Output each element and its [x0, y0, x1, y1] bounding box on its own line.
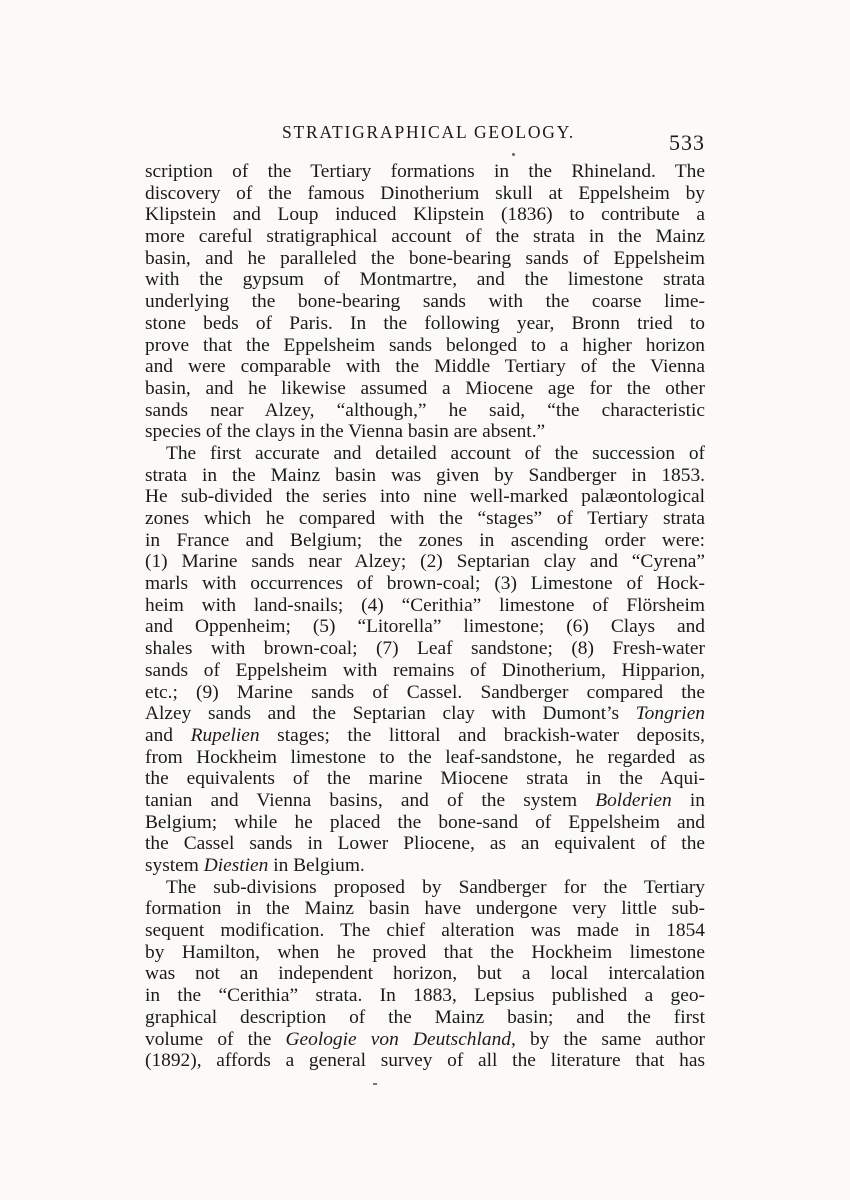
line-text: etc.; (9) Marine sands of Cassel. Sandberger compared the: [145, 681, 705, 703]
text-line: [145, 812, 705, 834]
line-text: stages; the littoral and brackish-water deposits,: [259, 724, 705, 746]
line-text: strata in the Mainz basin was given by Sandberger in 1853.: [145, 464, 705, 486]
text-line: [145, 356, 705, 378]
line-text: The first accurate and detailed account of the succession of: [166, 442, 705, 464]
text-line: [145, 421, 705, 443]
line-text: the equivalents of the marine Miocene strata in the Aqui-: [145, 768, 705, 790]
text-line: [145, 790, 705, 812]
footer-mark: [373, 1083, 377, 1085]
line-text: in France and Belgium; the zones in ascending order were:: [145, 529, 705, 551]
line-text: sands near Alzey, “although,” he said, “the characteristic: [145, 399, 705, 421]
line-text: shales with brown-coal; (7) Leaf sandstone; (8) Fresh-water: [145, 638, 705, 660]
page-number: 533: [669, 130, 705, 155]
italic-term: Diestien: [203, 855, 269, 876]
line-text: , by the same author: [510, 1028, 705, 1050]
line-text: and: [145, 724, 191, 746]
text-line: [145, 942, 705, 964]
line-text: species of the clays in the Vienna basin are absent.”: [145, 421, 546, 443]
header-dot: [512, 153, 515, 156]
line-text: Belgium; while he placed the bone-sand of Eppelsheim and: [145, 811, 705, 833]
italic-term: Geologie von Deutschland: [285, 1028, 511, 1050]
line-text: basin, and he likewise assumed a Miocene age for the other: [145, 377, 705, 399]
line-text: prove that the Eppelsheim sands belonged to a higher horizon: [145, 334, 705, 356]
text-line: [145, 747, 705, 769]
line-text: tanian and Vienna basins, and of the system: [145, 789, 596, 811]
line-text: The sub-divisions proposed by Sandberger for the Tertiary: [166, 876, 705, 898]
text-line: [145, 616, 705, 638]
text-line: [145, 335, 705, 357]
line-text: system: [145, 855, 204, 876]
text-line: [145, 985, 705, 1007]
text-line: [145, 204, 705, 226]
text-line: [145, 530, 705, 552]
line-text: with the gypsum of Montmartre, and the limestone strata: [145, 269, 705, 291]
line-text: (1892), affords a general survey of all the literature that has: [145, 1050, 705, 1072]
line-text: underlying the bone-bearing sands with the coarse lime-: [145, 291, 705, 313]
text-line: [145, 465, 705, 487]
line-text: graphical description of the Mainz basin; and the first: [145, 1006, 705, 1028]
text-line: [145, 768, 705, 790]
text-line: [145, 573, 705, 595]
line-text: (1) Marine sands near Alzey; (2) Septarian clay and “Cyrena”: [145, 551, 705, 573]
italic-term: Tongrien: [635, 703, 705, 725]
line-text: formation in the Mainz basin have undergone very little sub-: [145, 898, 705, 920]
text-line: [145, 161, 705, 183]
line-text: the Cassel sands in Lower Pliocene, as an equivalent of the: [145, 833, 705, 855]
text-line: [145, 248, 705, 270]
line-text: Alzey sands and the Septarian clay with Dumont’s: [145, 703, 636, 725]
text-line: [145, 313, 705, 335]
text-line: [145, 508, 705, 530]
text-line: [145, 378, 705, 400]
line-text: basin, and he paralleled the bone-bearing sands of Eppelsheim: [145, 247, 705, 269]
line-text: sands of Eppelsheim with remains of Dinotherium, Hipparion,: [145, 659, 705, 681]
line-text: and were comparable with the Middle Tertiary of the Vienna: [145, 356, 705, 378]
text-line: [145, 833, 705, 855]
text-line: [145, 877, 705, 899]
line-text: marls with occurrences of brown-coal; (3) Limestone of Hock-: [145, 573, 705, 595]
line-text: and Oppenheim; (5) “Litorella” limestone; (6) Clays and: [145, 616, 705, 638]
text-line: [145, 1007, 705, 1029]
text-line: [145, 400, 705, 422]
text-line: [145, 638, 705, 660]
text-line: [145, 595, 705, 617]
text-line: [145, 898, 705, 920]
line-text: was not an independent horizon, but a local intercalation: [145, 963, 705, 985]
line-text: discovery of the famous Dinotherium skull at Eppelsheim by: [145, 182, 705, 204]
italic-term: Bolderien: [595, 789, 672, 811]
text-line: [145, 486, 705, 508]
line-text: by Hamilton, when he proved that the Hockheim limestone: [145, 941, 705, 963]
body-text: [145, 161, 705, 1072]
line-text: scription of the Tertiary formations in the Rhineland. The: [145, 161, 705, 182]
line-text: stone beds of Paris. In the following year, Bronn tried to: [145, 312, 705, 334]
text-line: [145, 963, 705, 985]
line-text: He sub-divided the series into nine well-marked palæontological: [145, 486, 705, 508]
text-line: [145, 551, 705, 573]
page-header: [145, 118, 705, 158]
text-line: [145, 1029, 705, 1051]
line-text: volume of the: [145, 1028, 286, 1050]
line-text: in Belgium.: [268, 855, 365, 876]
line-text: Klipstein and Loup induced Klipstein (1836) to contribute a: [145, 204, 705, 226]
text-line: [145, 920, 705, 942]
text-line: [145, 226, 705, 248]
line-text: zones which he compared with the “stages” of Tertiary strata: [145, 508, 705, 529]
text-line: [145, 682, 705, 704]
text-line: [145, 660, 705, 682]
text-line: [145, 1050, 705, 1072]
line-text: sequent modification. The chief alteration was made in 1854: [145, 920, 705, 942]
text-line: [145, 183, 705, 205]
text-line: [145, 291, 705, 313]
line-text: in: [671, 789, 705, 811]
text-line: [145, 703, 705, 725]
line-text: in the “Cerithia” strata. In 1883, Lepsius published a geo-: [145, 985, 705, 1007]
italic-term: Rupelien: [190, 724, 260, 746]
text-line: [145, 855, 705, 877]
text-line: [145, 269, 705, 291]
running-head: STRATIGRAPHICAL GEOLOGY.: [282, 122, 576, 142]
text-line: [145, 725, 705, 747]
line-text: from Hockheim limestone to the leaf-sandstone, he regarded as: [145, 746, 705, 768]
line-text: more careful stratigraphical account of the strata in the Mainz: [145, 226, 705, 248]
text-line: [145, 443, 705, 465]
line-text: heim with land-snails; (4) “Cerithia” limestone of Flörsheim: [145, 594, 705, 616]
